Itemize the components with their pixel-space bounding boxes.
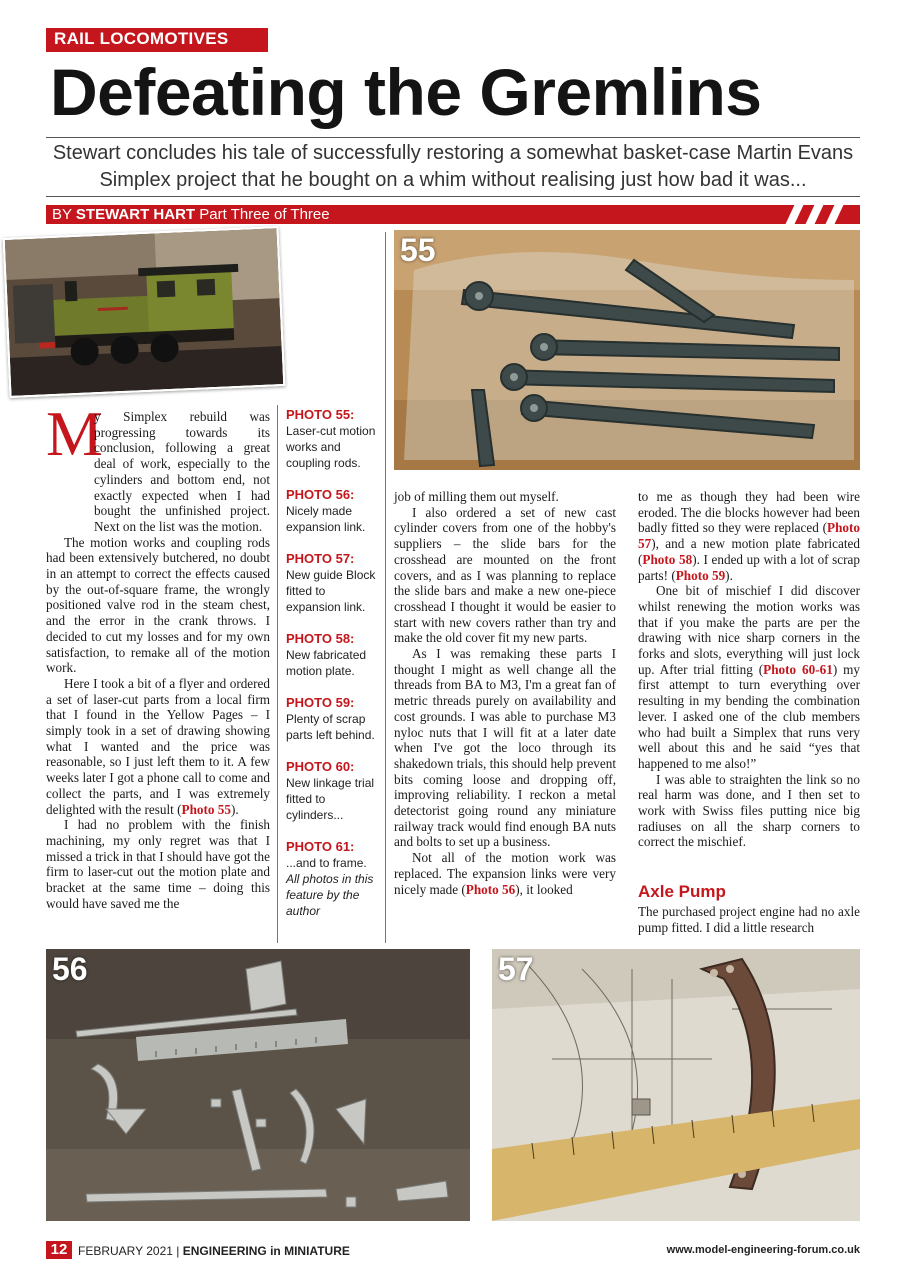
byline-part: Part Three of Three <box>199 206 330 223</box>
paragraph-text: ). I ended up with a lot of scrap parts! ( <box>638 551 861 583</box>
photo-credit-text: All photos in this feature by the author <box>286 872 374 918</box>
paragraph: I was able to straighten the link so no real harm was done, and I then set to work with Swiss files putting nice big radiuses on all the sharp corners to correct the mischief. <box>638 771 860 850</box>
paragraph-opening: y Simplex rebuild was progressing towards its conclusion, following a great deal of work, especially to the cylinders and bottom end, not exactly expected when I had bought the unfinished project. Next on the list was the motion. <box>94 409 270 534</box>
paragraph <box>46 676 270 817</box>
photo-number: 57 <box>498 951 534 987</box>
caption-head: PHOTO 59: <box>286 695 355 710</box>
headline: Defeating the Gremlins <box>50 55 762 129</box>
axle-pump-text <box>638 904 860 935</box>
paragraph: As I was remaking these parts I thought I might as well change all the threads from BA to M3, I'm a great fan of metric threads purely on availability and cost grounds. I was able to purchase M3 nyloc nuts that I will fit at a later date when I've got the loco through its shakedown trials, this should help prevent bits coming loose and dropping off, improving reliability. I reckon a metal detectorist going round any miniature railway track would find enough BA nuts and bolts to set up a business. <box>394 646 616 850</box>
column-rule <box>277 405 278 943</box>
photo-credit <box>286 871 382 919</box>
footer-separator: | <box>172 1244 183 1258</box>
caption <box>286 487 382 551</box>
paragraph-text: ). <box>725 567 733 583</box>
byline <box>52 205 330 224</box>
paragraph: I had no problem with the finish machining, my only regret was that I missed a trick in that I should have got the firm to laser-cut out the motion plate and bracket at the same time – doing this would have saved me the <box>46 817 270 911</box>
caption <box>286 759 382 839</box>
footer-magazine-rest: in MINIATURE <box>266 1244 350 1258</box>
paragraph <box>638 583 860 771</box>
caption <box>286 407 382 487</box>
caption <box>286 695 382 759</box>
photo-reference: Photo 55 <box>181 801 231 817</box>
caption-text: New linkage trial fitted to cylinders... <box>286 776 375 822</box>
footer-url: www.model-engineering-forum.co.uk <box>666 1244 860 1256</box>
photo-reference: Photo 59 <box>675 567 726 583</box>
expansion-link-parts-image <box>46 949 470 1221</box>
paragraph: The motion works and coupling rods had been extensively butchered, no doubt in an attempt to correct the effects caused by the out-of-square frame, the wrongly positioned valve rod in the steam chest, and the error in the crank throws. I decided to cut my losses and for my own satisfaction, to remake all of the motion work. <box>46 534 270 676</box>
caption-text: ...and to frame. <box>286 856 367 870</box>
caption-text: New guide Block fitted to expansion link. <box>286 568 376 614</box>
paragraph-text: to me as though they had been wire eroded. The die blocks however had been badly fitted so they were replaced ( <box>638 489 860 536</box>
captions-column <box>286 407 382 919</box>
paragraph <box>394 850 616 897</box>
footer-issue <box>78 1244 350 1258</box>
drop-cap: M <box>46 398 103 469</box>
paragraph-text: ), and a new motion plate fabricated ( <box>638 536 860 567</box>
photo-reference: Photo 58 <box>642 551 693 567</box>
photo-55 <box>394 230 860 470</box>
paragraph: I also ordered a set of new cast cylinder covers from one of the hobby's suppliers – the slide bars for the crosshead are mounted on the front covers, and as I was planning to replace the slide bars and make a new one-piece crosshead I thought it would be easier to start with new covers rather than try and make the old cover fit my new parts. <box>394 504 616 646</box>
standfirst-line-1: Stewart concludes his tale of successfully restoring a somewhat basket-case Martin Evans <box>52 142 854 164</box>
caption-text: New fabricated motion plate. <box>286 648 367 678</box>
byline-prefix: BY <box>52 206 72 223</box>
standfirst <box>46 140 860 194</box>
column-rule <box>385 232 386 943</box>
subheading-axle-pump: Axle Pump <box>638 882 726 901</box>
laser-cut-parts-image <box>394 230 860 470</box>
paragraph-text: ). <box>230 801 239 817</box>
footer-month: FEBRUARY 2021 <box>78 1244 173 1258</box>
body-column-1 <box>46 409 270 912</box>
caption-head: PHOTO 61: <box>286 839 355 854</box>
caption-text: Plenty of scrap parts left behind. <box>286 712 375 742</box>
caption-head: PHOTO 58: <box>286 631 355 646</box>
caption-head: PHOTO 56: <box>286 487 355 502</box>
paragraph: The purchased project engine had no axle pump fitted. I did a little research <box>638 904 860 935</box>
paragraph <box>638 489 860 583</box>
photo-56 <box>46 949 470 1221</box>
standfirst-line-2: Simplex project that he bought on a whim without realising just how bad it was... <box>99 169 807 191</box>
caption-text: Laser-cut motion works and coupling rods. <box>286 424 376 470</box>
paragraph-text: Not all of the motion work was replaced. The expansion links were very nicely made ( <box>394 850 616 897</box>
caption-head: PHOTO 57: <box>286 551 355 566</box>
caption <box>286 839 382 871</box>
photo-reference: Photo 60-61 <box>763 661 833 677</box>
locomotive-photo <box>3 226 286 398</box>
section-tag: RAIL LOCOMOTIVES <box>46 28 268 50</box>
divider-bottom <box>46 196 860 197</box>
caption-head: PHOTO 55: <box>286 407 355 422</box>
paragraph-text: Here I took a bit of a flyer and ordered a set of laser-cut parts from a local firm that I found in the Yellow Pages – I simply took in a set of drawing showing what I wanted and the price was reasonable, so I just left them to it. A few weeks later I got a phone call to come and collect the parts, and I was extremely delighted with the result ( <box>46 675 270 817</box>
body-column-4 <box>638 489 860 850</box>
footer-magazine-bold: ENGINEERING <box>182 1244 267 1258</box>
paragraph-text: One bit of mischief I did discover whilst renewing the motion works was that if you make the parts are per the drawing with nice sharp corners in the forks and slots, everything will just lock up. After trial fitting ( <box>638 583 860 677</box>
divider-top <box>46 137 860 138</box>
paragraph-text: ) my first attempt to turn everything over resulting in my bending the combination lever. I asked one of the club members who had built a Simplex that runs very well about this and he said “yes that happened to me also!” <box>638 661 860 771</box>
photo-57 <box>492 949 860 1221</box>
photo-reference: Photo 56 <box>465 881 516 897</box>
paragraph-text: ), it looked <box>515 881 573 897</box>
page-number: 12 <box>46 1241 72 1259</box>
caption-text: Nicely made expansion link. <box>286 504 366 534</box>
body-column-3 <box>394 489 616 897</box>
photo-number: 56 <box>52 951 88 987</box>
byline-author: STEWART HART <box>75 206 196 223</box>
caption <box>286 631 382 695</box>
photo-number: 55 <box>400 232 436 268</box>
paragraph: job of milling them out myself. <box>394 489 559 504</box>
guide-block-drawing-image <box>492 949 860 1221</box>
caption-head: PHOTO 60: <box>286 759 355 774</box>
photo-reference: Photo 57 <box>638 520 860 552</box>
caption <box>286 551 382 631</box>
locomotive-image <box>5 228 284 396</box>
